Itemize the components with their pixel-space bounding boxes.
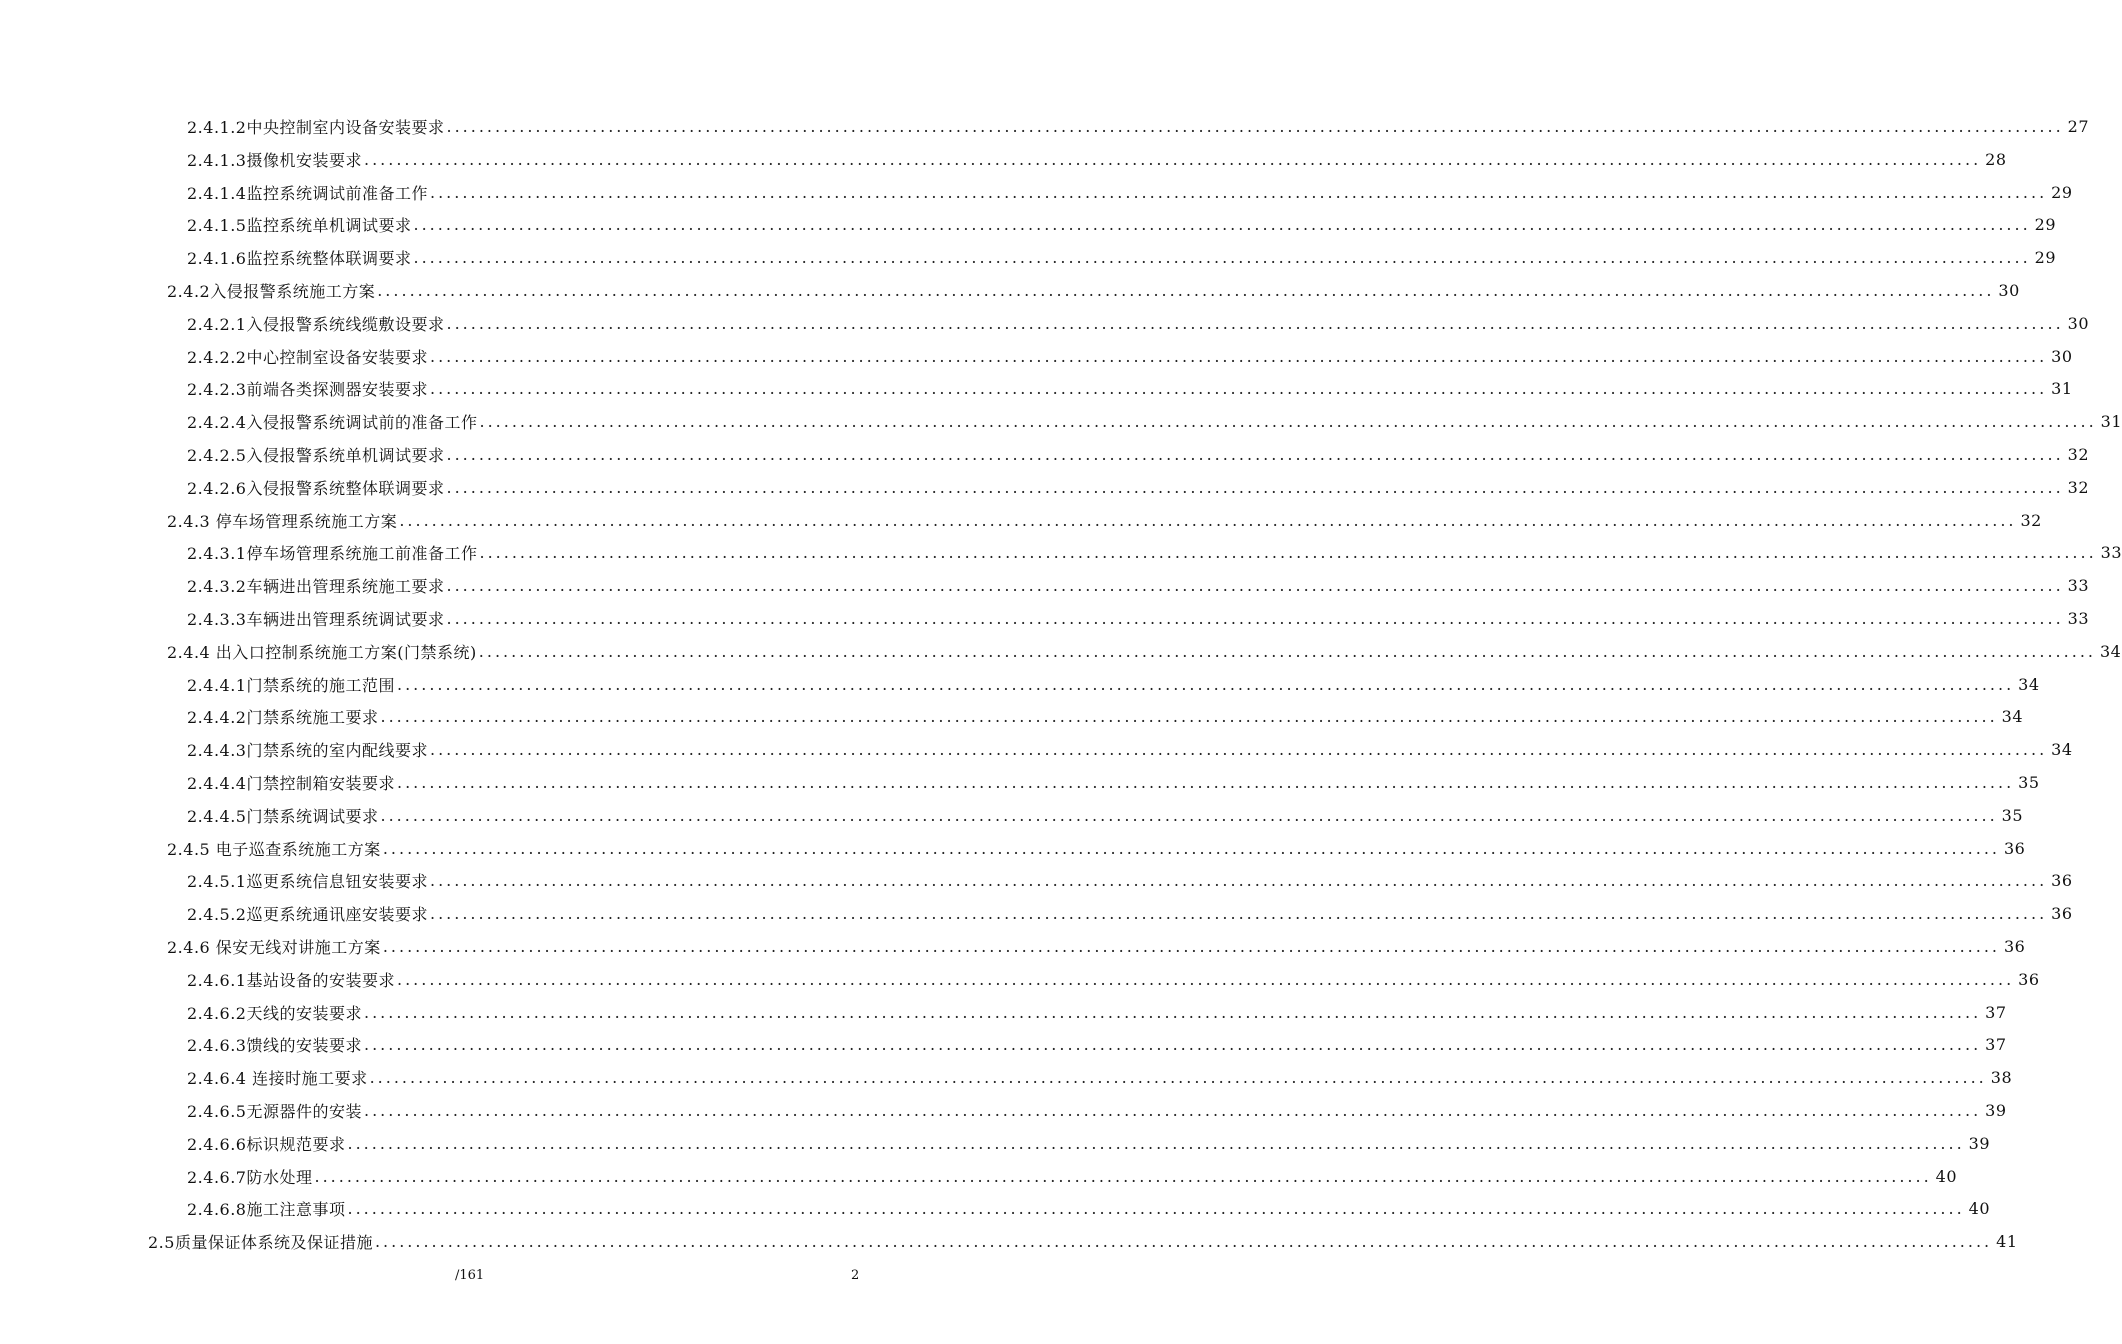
toc-entry-page: 29 — [2051, 182, 2073, 202]
toc-entry[interactable] — [187, 700, 2024, 733]
toc-entry-title: 2.4.1.5监控系统单机调试要求 — [187, 216, 412, 236]
toc-entry-title: 2.4.4.5门禁系统调试要求 — [187, 806, 379, 826]
toc-entry[interactable] — [187, 1192, 1991, 1225]
toc-entry[interactable] — [187, 176, 2073, 209]
toc-leader-dots: ........................................................................................................................................................................................................ — [429, 346, 2048, 366]
toc-leader-dots: ........................................................................................................................................................................................................ — [314, 1166, 1932, 1186]
toc-entry-title: 2.4.1.2中央控制室内设备安装要求 — [187, 118, 445, 137]
toc-entry[interactable] — [187, 897, 2073, 930]
toc-entry[interactable] — [167, 832, 2026, 865]
toc-entry[interactable] — [187, 668, 2040, 701]
toc-entry-title: 2.4.4.3门禁系统的室内配线要求 — [187, 741, 428, 761]
toc-entry[interactable] — [187, 208, 2057, 241]
toc-entry-page: 29 — [2034, 215, 2057, 235]
toc-entry[interactable] — [148, 1225, 2018, 1258]
toc-leader-dots: ........................................................................................................................................................................................................ — [347, 1199, 1965, 1219]
toc-entry-title: 2.5质量保证体系统及保证措施 — [148, 1233, 373, 1253]
toc-entry-title: 2.4.4.1门禁系统的施工范围 — [187, 675, 395, 695]
toc-entry-title: 2.4.3.3车辆进出管理系统调试要求 — [187, 610, 445, 629]
toc-entry[interactable] — [187, 536, 2122, 569]
toc-entry-page: 30 — [1998, 281, 2020, 300]
toc-entry[interactable] — [187, 307, 2090, 340]
toc-entry[interactable] — [187, 241, 2057, 274]
toc-entry-page: 31 — [2051, 379, 2073, 399]
toc-entry-page: 36 — [2004, 838, 2026, 858]
toc-entry[interactable] — [187, 799, 2024, 832]
toc-entry-title: 2.4.2入侵报警系统施工方案 — [167, 282, 376, 301]
toc-entry-page: 40 — [1968, 1199, 1991, 1219]
toc-leader-dots: ........................................................................................................................................................................................................ — [429, 904, 2048, 924]
toc-entry-title: 2.4.2.5入侵报警系统单机调试要求 — [187, 446, 445, 465]
toc-entry[interactable] — [187, 1061, 2013, 1094]
toc-leader-dots: ........................................................................................................................................................................................................ — [429, 379, 2048, 399]
toc-leader-dots: ........................................................................................................................................................................................................ — [396, 674, 2015, 694]
toc-entry-title: 2.4.1.6监控系统整体联调要求 — [187, 249, 412, 269]
toc-leader-dots: ........................................................................................................................................................................................................ — [369, 1068, 1987, 1088]
toc-entry-page: 35 — [2018, 773, 2040, 792]
toc-entry-page: 39 — [1985, 1101, 2007, 1120]
toc-entry-page: 34 — [2001, 707, 2024, 727]
toc-leader-dots: ........................................................................................................................................................................................................ — [399, 510, 2017, 530]
toc-leader-dots: ........................................................................................................................................................................................................ — [347, 1133, 1965, 1153]
toc-leader-dots: ........................................................................................................................................................................................................ — [478, 641, 2096, 661]
toc-entry-page: 27 — [2067, 117, 2090, 136]
toc-entry-title: 2.4.2.4入侵报警系统调试前的准备工作 — [187, 413, 478, 433]
toc-entry-title: 2.4.6.3馈线的安装要求 — [187, 1036, 362, 1056]
toc-entry[interactable] — [187, 1094, 2007, 1127]
toc-leader-dots: ........................................................................................................................................................................................................ — [413, 248, 2031, 268]
toc-leader-dots: ........................................................................................................................................................................................................ — [363, 149, 1982, 169]
toc-entry-page: 30 — [2067, 313, 2090, 333]
toc-entry[interactable] — [187, 372, 2073, 405]
toc-leader-dots: ........................................................................................................................................................................................................ — [429, 182, 2048, 202]
toc-entry-title: 2.4.4.2门禁系统施工要求 — [187, 708, 379, 728]
toc-entry-page: 36 — [2018, 969, 2040, 989]
toc-entry-title: 2.4.1.4监控系统调试前准备工作 — [187, 183, 428, 203]
toc-entry-title: 2.4.5.1巡更系统信息钮安装要求 — [187, 872, 428, 892]
toc-entry[interactable] — [187, 1160, 1958, 1193]
toc-entry-page: 33 — [2067, 576, 2090, 596]
toc-entry-page: 34 — [2018, 674, 2040, 694]
toc-entry-title: 2.4.2.6入侵报警系统整体联调要求 — [187, 478, 445, 498]
toc-leader-dots: ........................................................................................................................................................................................................ — [363, 1002, 1982, 1022]
toc-entry-title: 2.4.3.1停车场管理系统施工前准备工作 — [187, 544, 478, 564]
toc-leader-dots: ........................................................................................................................................................................................................ — [363, 1035, 1982, 1055]
toc-entry-title: 2.4.4.4门禁控制箱安装要求 — [187, 774, 395, 793]
toc-entry[interactable] — [187, 766, 2040, 799]
toc-entry-page: 32 — [2067, 445, 2090, 464]
toc-leader-dots: ........................................................................................................................................................................................................ — [446, 609, 2064, 628]
toc-entry-page: 33 — [2100, 543, 2122, 563]
toc-entry-title: 2.4.6.6标识规范要求 — [187, 1134, 346, 1154]
toc-leader-dots: ........................................................................................................................................................................................................ — [396, 773, 2015, 792]
toc-entry[interactable] — [187, 1028, 2007, 1061]
toc-entry-title: 2.4.6 保安无线对讲施工方案 — [167, 938, 381, 957]
toc-entry-page: 33 — [2067, 609, 2090, 628]
toc-entry-title: 2.4.2.1入侵报警系统线缆敷设要求 — [187, 314, 445, 334]
toc-entry-title: 2.4.6.8施工注意事项 — [187, 1200, 346, 1220]
footer-total-pages: /161 — [455, 1268, 485, 1283]
toc-entry-title: 2.4.6.2天线的安装要求 — [187, 1003, 362, 1023]
toc-entry-page: 39 — [1968, 1133, 1991, 1153]
toc-entry[interactable] — [187, 602, 2090, 635]
toc-entry[interactable] — [167, 930, 2026, 963]
toc-entry[interactable] — [187, 471, 2090, 504]
toc-leader-dots: ........................................................................................................................................................................................................ — [429, 740, 2048, 760]
toc-entry-page: 36 — [2051, 871, 2073, 891]
toc-entry-title: 2.4.2.2中心控制室设备安装要求 — [187, 347, 428, 367]
toc-entry-title: 2.4.5.2巡更系统通讯座安装要求 — [187, 905, 428, 925]
toc-leader-dots: ........................................................................................................................................................................................................ — [377, 281, 1995, 300]
toc-leader-dots: ........................................................................................................................................................................................................ — [446, 117, 2064, 136]
toc-entry[interactable] — [187, 110, 2090, 143]
toc-leader-dots: ........................................................................................................................................................................................................ — [382, 838, 2000, 858]
toc-entry[interactable] — [187, 1127, 1991, 1160]
toc-leader-dots: ........................................................................................................................................................................................................ — [479, 412, 2097, 432]
toc-leader-dots: ........................................................................................................................................................................................................ — [396, 969, 2015, 989]
toc-entry-page: 37 — [1985, 1002, 2007, 1022]
toc-entry[interactable] — [187, 143, 2007, 176]
toc-entry-page: 30 — [2051, 346, 2073, 366]
toc-entry[interactable] — [167, 635, 2122, 668]
toc-entry-page: 31 — [2100, 412, 2122, 432]
toc-entry[interactable] — [187, 405, 2122, 438]
toc-entry-title: 2.4.4 出入口控制系统施工方案(门禁系统) — [167, 642, 477, 662]
toc-entry-page: 34 — [2051, 740, 2073, 760]
toc-entry-page: 35 — [2001, 805, 2024, 825]
toc-entry[interactable] — [187, 963, 2040, 996]
toc-entry-page: 36 — [2004, 937, 2026, 956]
toc-entry-page: 37 — [1985, 1035, 2007, 1055]
toc-entry-title: 2.4.6.4 连接时施工要求 — [187, 1069, 368, 1089]
footer-page-number: 2 — [851, 1268, 860, 1283]
toc-entry-page: 40 — [1935, 1166, 1958, 1186]
toc-entry-title: 2.4.6.1基站设备的安装要求 — [187, 970, 395, 990]
toc-leader-dots: ........................................................................................................................................................................................................ — [446, 313, 2064, 333]
toc-entry-page: 36 — [2051, 904, 2073, 924]
toc-entry-page: 32 — [2020, 510, 2042, 530]
toc-leader-dots: ........................................................................................................................................................................................................ — [374, 1232, 1993, 1252]
toc-entry[interactable] — [187, 340, 2073, 373]
toc-entry[interactable] — [187, 864, 2073, 897]
toc-entry[interactable] — [167, 274, 2020, 307]
toc-entry-title: 2.4.3 停车场管理系统施工方案 — [167, 511, 398, 531]
toc-leader-dots: ........................................................................................................................................................................................................ — [380, 707, 1998, 727]
toc-entry[interactable] — [187, 996, 2007, 1029]
toc-leader-dots: ........................................................................................................................................................................................................ — [446, 445, 2064, 464]
toc-leader-dots: ........................................................................................................................................................................................................ — [446, 576, 2064, 596]
toc-leader-dots: ........................................................................................................................................................................................................ — [363, 1101, 1982, 1120]
toc-entry-page: 29 — [2034, 248, 2057, 268]
toc-leader-dots: ........................................................................................................................................................................................................ — [479, 543, 2097, 563]
toc-entry[interactable] — [187, 733, 2073, 766]
toc-entry-title: 2.4.1.3摄像机安装要求 — [187, 150, 362, 170]
toc-entry-page: 34 — [2099, 641, 2122, 661]
toc-entry-page: 28 — [1985, 149, 2007, 169]
toc-entry-title: 2.4.6.7防水处理 — [187, 1167, 313, 1187]
toc-entry-title: 2.4.3.2车辆进出管理系统施工要求 — [187, 577, 445, 597]
toc-leader-dots: ........................................................................................................................................................................................................ — [380, 805, 1998, 825]
toc-entry-page: 32 — [2067, 477, 2090, 497]
toc-entry[interactable] — [187, 569, 2090, 602]
toc-entry[interactable] — [187, 438, 2090, 471]
toc-entry-title: 2.4.5 电子巡查系统施工方案 — [167, 839, 381, 859]
toc-entry-page: 38 — [1990, 1068, 2013, 1088]
toc-entry-page: 41 — [1996, 1232, 2018, 1252]
toc-leader-dots: ........................................................................................................................................................................................................ — [429, 871, 2048, 891]
toc-leader-dots: ........................................................................................................................................................................................................ — [446, 477, 2064, 497]
toc-leader-dots: ........................................................................................................................................................................................................ — [382, 937, 2000, 956]
toc-entry[interactable] — [167, 504, 2042, 537]
toc-leader-dots: ........................................................................................................................................................................................................ — [413, 215, 2031, 235]
toc-entry-title: 2.4.6.5无源器件的安装 — [187, 1102, 362, 1121]
toc-entry-title: 2.4.2.3前端各类探测器安装要求 — [187, 380, 428, 400]
